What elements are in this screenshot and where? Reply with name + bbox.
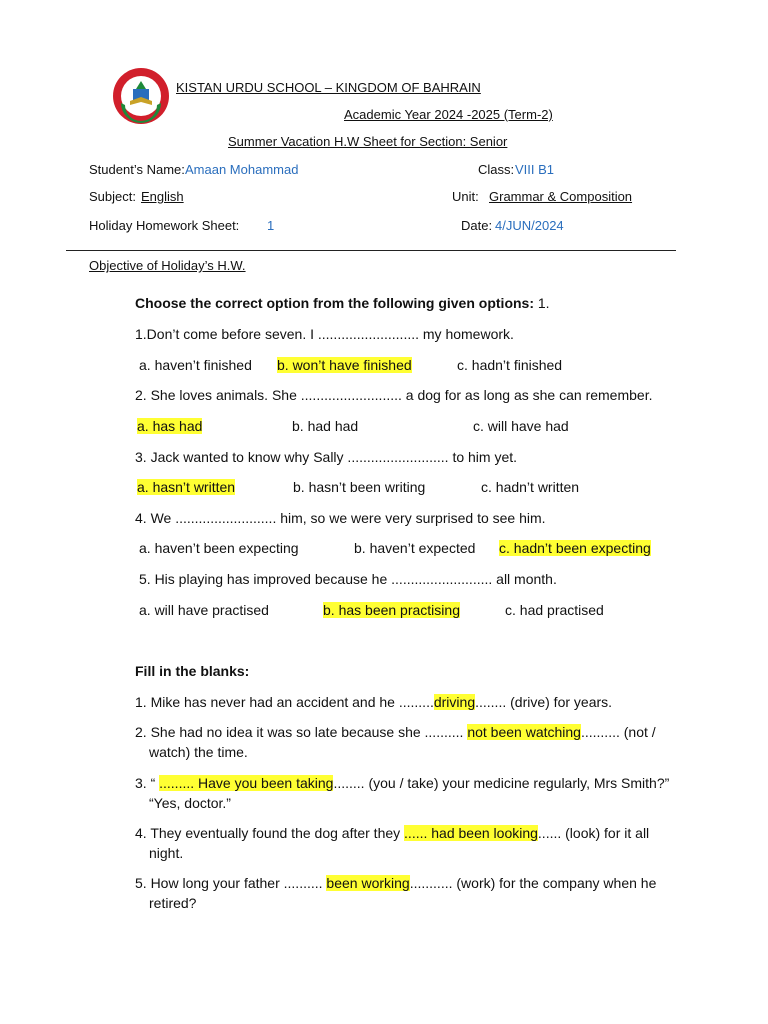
q2-option-c: c. will have had — [473, 418, 569, 434]
subject-label: Subject: — [89, 189, 136, 204]
q4-option-c: c. hadn’t been expecting — [499, 540, 651, 556]
class-label: Class: — [478, 162, 515, 177]
sheet-title: Summer Vacation H.W Sheet for Section: Senior — [228, 134, 508, 149]
sheet-number-value: 1 — [267, 218, 275, 233]
blank-item-3 — [135, 773, 689, 813]
q4-option-b: b. haven’t expected — [354, 540, 476, 556]
blank-1-pre: 1. Mike has never had an accident and he ......... — [135, 694, 434, 710]
q1-option-a: a. haven’t finished — [139, 357, 252, 373]
blank-5-answer: been working — [326, 875, 410, 891]
blank-4-answer: ...... had been looking — [404, 825, 538, 841]
unit-label: Unit: — [452, 189, 479, 204]
unit-value: Grammar & Composition — [489, 189, 633, 204]
question-1: 1.Don’t come before seven. I .......................... my homework. — [135, 326, 514, 342]
question-5: 5. His playing has improved because he .......................... all month. — [139, 571, 557, 587]
q5-option-b: b. has been practising — [323, 602, 460, 618]
sheet-number-label: Holiday Homework Sheet: — [89, 218, 240, 233]
blank-5-post: ........... (work) for the company when he retired? — [149, 875, 657, 911]
blank-item-1 — [135, 694, 612, 710]
student-name-label: Student’s Name: — [89, 162, 185, 177]
blank-item-5 — [135, 873, 674, 913]
blank-5-pre: 5. How long your father .......... — [135, 875, 327, 891]
school-logo-icon — [112, 67, 170, 125]
section1-heading-suffix: 1. — [537, 295, 550, 311]
q1-option-c: c. hadn’t finished — [457, 357, 563, 373]
blank-2-post: .......... (not / watch) the time. — [149, 724, 656, 760]
blank-item-2 — [135, 722, 669, 762]
date-value: 4/JUN/2024 — [495, 218, 564, 233]
q3-option-b: b. hasn’t been writing — [293, 479, 426, 495]
q3-option-a: a. hasn’t written — [137, 479, 236, 495]
blank-1-answer: driving — [433, 694, 476, 710]
question-4: 4. We .......................... him, so we were very surprised to see him. — [135, 510, 546, 526]
section1-heading-text: Choose the correct option from the following given options: — [135, 295, 534, 311]
q2-option-b: b. had had — [292, 418, 359, 434]
blank-3-answer: ......... Have you been taking — [159, 775, 334, 791]
class-value: VIII B1 — [515, 162, 555, 177]
subject-value: English — [141, 189, 184, 204]
blank-4-pre: 4. They eventually found the dog after they — [135, 825, 405, 841]
q5-option-c: c. had practised — [505, 602, 604, 618]
blank-item-4 — [135, 823, 669, 863]
student-name-value: Amaan Mohammad — [185, 162, 299, 177]
q1-option-b: b. won’t have finished — [277, 357, 412, 373]
academic-year: Academic Year 2024 -2025 (Term-2) — [344, 107, 553, 122]
section2-heading: Fill in the blanks: — [135, 663, 250, 679]
blank-3-pre: 3. “ — [135, 775, 160, 791]
blank-2-answer: not been watching — [467, 724, 581, 740]
date-label: Date: — [461, 218, 493, 233]
objective-heading: Objective of Holiday’s H.W. — [89, 258, 246, 273]
q2-option-a: a. has had — [137, 418, 203, 434]
q5-option-a: a. will have practised — [139, 602, 269, 618]
divider-line — [66, 250, 676, 251]
question-2: 2. She loves animals. She .......................... a dog for as long as she can remember. — [135, 387, 653, 403]
question-3: 3. Jack wanted to know why Sally .......................... to him yet. — [135, 449, 518, 465]
blank-2-pre: 2. She had no idea it was so late because she .......... — [135, 724, 468, 740]
q3-option-c: c. hadn’t written — [481, 479, 580, 495]
blank-1-post: ........ (drive) for years. — [475, 694, 613, 710]
q4-option-a: a. haven’t been expecting — [139, 540, 299, 556]
blank-4-post: ...... (look) for it all night. — [149, 825, 650, 861]
section1-heading — [135, 295, 550, 311]
school-name: KISTAN URDU SCHOOL – KINGDOM OF BAHRAIN — [176, 80, 481, 95]
blank-3-post: ........ (you / take) your medicine regularly, Mrs Smith?” “Yes, doctor.” — [149, 775, 670, 811]
